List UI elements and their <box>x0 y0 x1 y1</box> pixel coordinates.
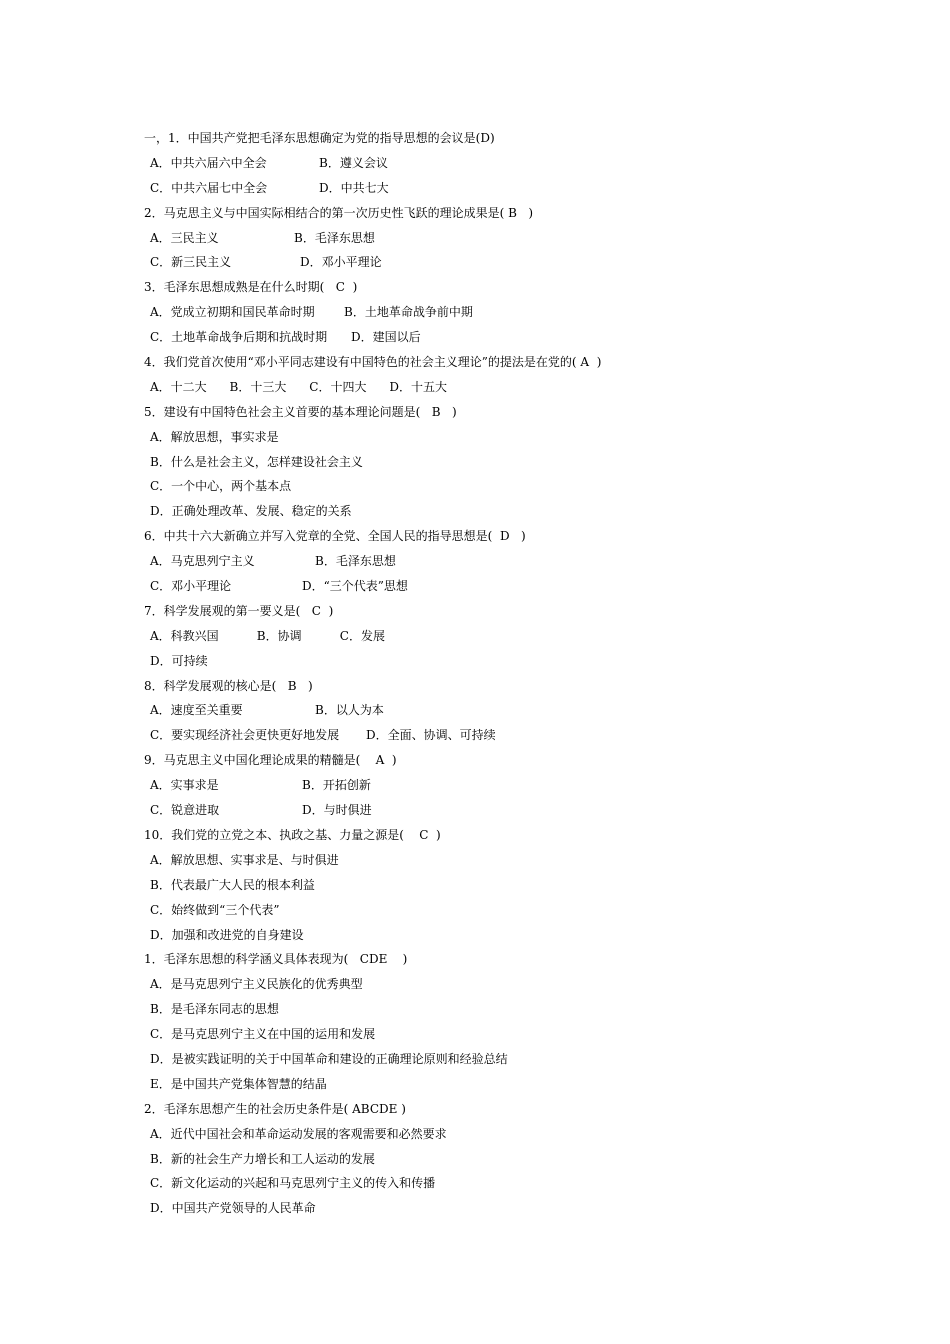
option-text: C．锐意进取 <box>150 803 220 818</box>
option-row <box>144 1147 844 1172</box>
question-stem: 1．毛泽东思想的科学涵义具体表现为( CDE ) <box>144 952 408 967</box>
option-row <box>144 300 844 325</box>
option-text: A．中共六届六中全会 <box>150 155 267 170</box>
option-text: A．解放思想，事实求是 <box>150 429 279 444</box>
option-text: A．解放思想、实事求是、与时俱进 <box>150 852 339 867</box>
option-row <box>144 798 844 823</box>
option-row <box>144 1047 844 1072</box>
option-row <box>144 873 844 898</box>
option-text: C．邓小平理论 <box>150 579 232 594</box>
option-text: C．始终做到“三个代表” <box>150 902 280 917</box>
option-row <box>144 1072 844 1097</box>
option-row <box>144 574 844 599</box>
option-row <box>144 474 844 499</box>
option-text: B．毛泽东思想 <box>294 230 375 245</box>
option-text: D．“三个代表”思想 <box>302 579 408 594</box>
option-text: C．要实现经济社会更快更好地发展 <box>150 728 340 743</box>
option-text: A．是马克思列宁主义民族化的优秀典型 <box>150 977 363 992</box>
option-row <box>144 151 844 176</box>
option-row <box>144 649 844 674</box>
option-text: B．代表最广大人民的根本利益 <box>150 877 315 892</box>
option-row <box>144 450 844 475</box>
option-text: B．以人为本 <box>315 703 384 718</box>
question-stem: 5．建设有中国特色社会主义首要的基本理论问题是( B ) <box>144 404 457 419</box>
option-text: D．中共七大 <box>319 180 389 195</box>
option-text: B．土地革命战争前中期 <box>344 305 473 320</box>
option-row <box>144 375 844 400</box>
option-text: D．是被实践证明的关于中国革命和建设的正确理论原则和经验总结 <box>150 1051 508 1066</box>
option-row <box>144 898 844 923</box>
option-text: A．党成立初期和国民革命时期 <box>150 305 315 320</box>
option-text: D．可持续 <box>150 653 208 668</box>
option-text: D．全面、协调、可持续 <box>366 728 496 743</box>
question-stem: 9．马克思主义中国化理论成果的精髓是( A ) <box>144 753 397 768</box>
option-text: A．科教兴国 B．协调 C．发展 <box>150 628 385 643</box>
question-stem: 2．毛泽东思想产生的社会历史条件是( ABCDE ) <box>144 1101 406 1116</box>
option-row <box>144 250 844 275</box>
option-text: C．中共六届七中全会 <box>150 180 268 195</box>
option-row <box>144 1171 844 1196</box>
option-row <box>144 923 844 948</box>
option-text: A．实事求是 <box>150 778 219 793</box>
question-stem: 2．马克思主义与中国实际相结合的第一次历史性飞跃的理论成果是( B ) <box>144 205 534 220</box>
option-text: D．中国共产党领导的人民革命 <box>150 1201 316 1216</box>
option-text: B．毛泽东思想 <box>315 554 396 569</box>
option-row <box>144 325 844 350</box>
option-text: C．新三民主义 <box>150 255 232 270</box>
option-row <box>144 848 844 873</box>
option-text: D．正确处理改革、发展、稳定的关系 <box>150 504 352 519</box>
question-stem: 10．我们党的立党之本、执政之基、力量之源是( C ) <box>144 827 441 842</box>
option-row <box>144 1022 844 1047</box>
question-stem: 8．科学发展观的核心是( B ) <box>144 678 313 693</box>
option-text: C．新文化运动的兴起和马克思列宁主义的传入和传播 <box>150 1176 436 1191</box>
option-text: D．与时俱进 <box>302 803 372 818</box>
option-row <box>144 723 844 748</box>
question-stem: 7．科学发展观的第一要义是( C ) <box>144 603 334 618</box>
option-text: A．十二大 B．十三大 C．十四大 D．十五大 <box>150 379 447 394</box>
option-row <box>144 176 844 201</box>
option-row <box>144 1196 844 1221</box>
question-stem: 一，1．中国共产党把毛泽东思想确定为党的指导思想的会议是(D) <box>144 131 495 145</box>
question-stem: 4．我们党首次使用“邓小平同志建设有中国特色的社会主义理论”的提法是在党的( A ) <box>144 355 602 370</box>
option-row <box>144 972 844 997</box>
option-text: B．开拓创新 <box>302 778 371 793</box>
option-text: B．遵义会议 <box>319 155 388 170</box>
option-text: B．什么是社会主义，怎样建设社会主义 <box>150 454 363 469</box>
option-text: A．近代中国社会和革命运动发展的客观需要和必然要求 <box>150 1126 447 1141</box>
option-text: B．是毛泽东同志的思想 <box>150 1002 279 1017</box>
option-text: D．建国以后 <box>351 330 421 345</box>
option-text: A．马克思列宁主义 <box>150 554 255 569</box>
option-text: D．加强和改进党的自身建设 <box>150 927 304 942</box>
option-text: C．土地革命战争后期和抗战时期 <box>150 330 328 345</box>
option-row <box>144 624 844 649</box>
option-text: B．新的社会生产力增长和工人运动的发展 <box>150 1151 375 1166</box>
option-row <box>144 997 844 1022</box>
option-text: A．速度至关重要 <box>150 703 243 718</box>
document-body <box>144 126 844 1221</box>
option-row <box>144 549 844 574</box>
option-row <box>144 425 844 450</box>
option-row <box>144 773 844 798</box>
option-text: D．邓小平理论 <box>300 255 382 270</box>
option-text: A．三民主义 <box>150 230 219 245</box>
option-row <box>144 698 844 723</box>
option-row <box>144 226 844 251</box>
option-text: C．是马克思列宁主义在中国的运用和发展 <box>150 1027 376 1042</box>
question-stem: 6．中共十六大新确立并写入党章的全党、全国人民的指导思想是( D ) <box>144 529 526 544</box>
option-text: C．一个中心，两个基本点 <box>150 479 292 494</box>
option-text: E．是中国共产党集体智慧的结晶 <box>150 1076 327 1091</box>
option-row <box>144 1122 844 1147</box>
option-row <box>144 499 844 524</box>
question-stem: 3．毛泽东思想成熟是在什么时期( C ) <box>144 280 358 295</box>
